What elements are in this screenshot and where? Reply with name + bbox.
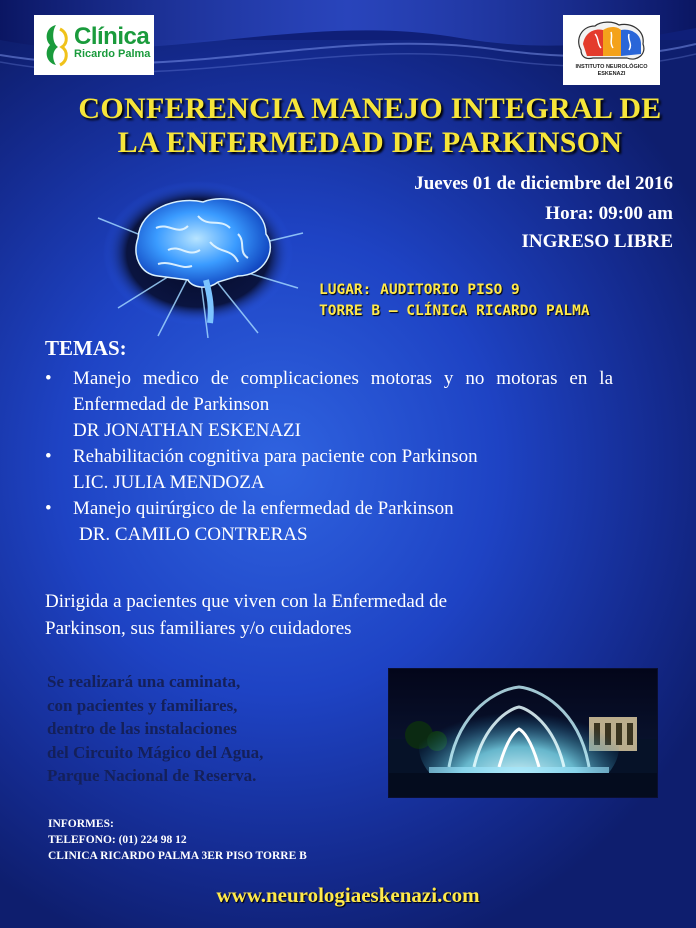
event-place-line2: TORRE B – CLÍNICA RICARDO PALMA: [319, 303, 590, 319]
clinic-emblem-icon: [40, 21, 72, 69]
title-line-1: CONFERENCIA MANEJO INTEGRAL DE: [78, 92, 662, 125]
contact-info: [48, 816, 307, 864]
topic-title: Rehabilitación cognitiva para paciente con Parkinson: [73, 446, 478, 467]
audience-line1: Dirigida a pacientes que viven con la Enfermedad de: [45, 591, 447, 612]
walk-line2: con pacientes y familiares,: [47, 695, 238, 715]
logo-name-big: Clínica: [74, 23, 150, 50]
audience-note: [45, 588, 605, 642]
topics-list: [45, 366, 613, 548]
topic-title: Manejo medico de complicaciones motoras y no motoras en la Enfermedad de Parkinson: [73, 368, 613, 415]
conference-title: [70, 92, 670, 160]
contact-address: CLINICA RICARDO PALMA 3ER PISO TORRE B: [48, 850, 307, 862]
topic-speaker: LIC. JULIA MENDOZA: [73, 472, 265, 493]
bullet-icon: •: [45, 446, 52, 467]
audience-line2: Parkinson, sus familiares y/o cuidadores: [45, 618, 352, 639]
logo-institute-line1: INSTITUTO NEUROLÓGICO: [575, 64, 648, 70]
event-time: Hora: 09:00 am: [545, 203, 673, 224]
walk-line4: del Circuito Mágico del Agua,: [47, 742, 264, 762]
logo-name-small: Ricardo Palma: [74, 48, 151, 60]
topic-item: [45, 444, 613, 496]
contact-heading: INFORMES:: [48, 818, 114, 830]
clinica-ricardo-palma-logo: [34, 15, 154, 75]
glowing-brain-illustration: [88, 178, 308, 338]
walk-line5: Parque Nacional de Reserva.: [47, 766, 257, 785]
walk-line1: Se realizará una caminata,: [47, 672, 241, 691]
topic-speaker: DR. CAMILO CONTRERAS: [79, 524, 308, 545]
bullet-icon: •: [45, 498, 52, 519]
walk-announcement: [47, 670, 367, 788]
water-fountain-photo: [388, 668, 658, 798]
colorful-brain-icon: [573, 20, 650, 64]
instituto-neurologico-eskenazi-logo: [563, 15, 660, 85]
event-free-entry: INGRESO LIBRE: [521, 231, 673, 252]
event-date: Jueves 01 de diciembre del 2016: [414, 173, 673, 194]
topic-item: [45, 496, 613, 548]
event-place-line1: LUGAR: AUDITORIO PISO 9: [319, 282, 520, 298]
topic-item: [45, 366, 613, 444]
topic-title: Manejo quirúrgico de la enfermedad de Parkinson: [73, 498, 454, 519]
walk-line3: dentro de las instalaciones: [47, 719, 238, 738]
logo-institute-line2: ESKENAZI: [597, 71, 626, 77]
topic-speaker: DR JONATHAN ESKENAZI: [73, 420, 301, 441]
website-link[interactable]: www.neurologiaeskenazi.com: [216, 883, 480, 907]
topics-heading: TEMAS:: [45, 336, 127, 360]
contact-phone: TELEFONO: (01) 224 98 12: [48, 834, 187, 846]
title-line-2: LA ENFERMEDAD DE PARKINSON: [117, 126, 623, 159]
bullet-icon: •: [45, 368, 52, 389]
